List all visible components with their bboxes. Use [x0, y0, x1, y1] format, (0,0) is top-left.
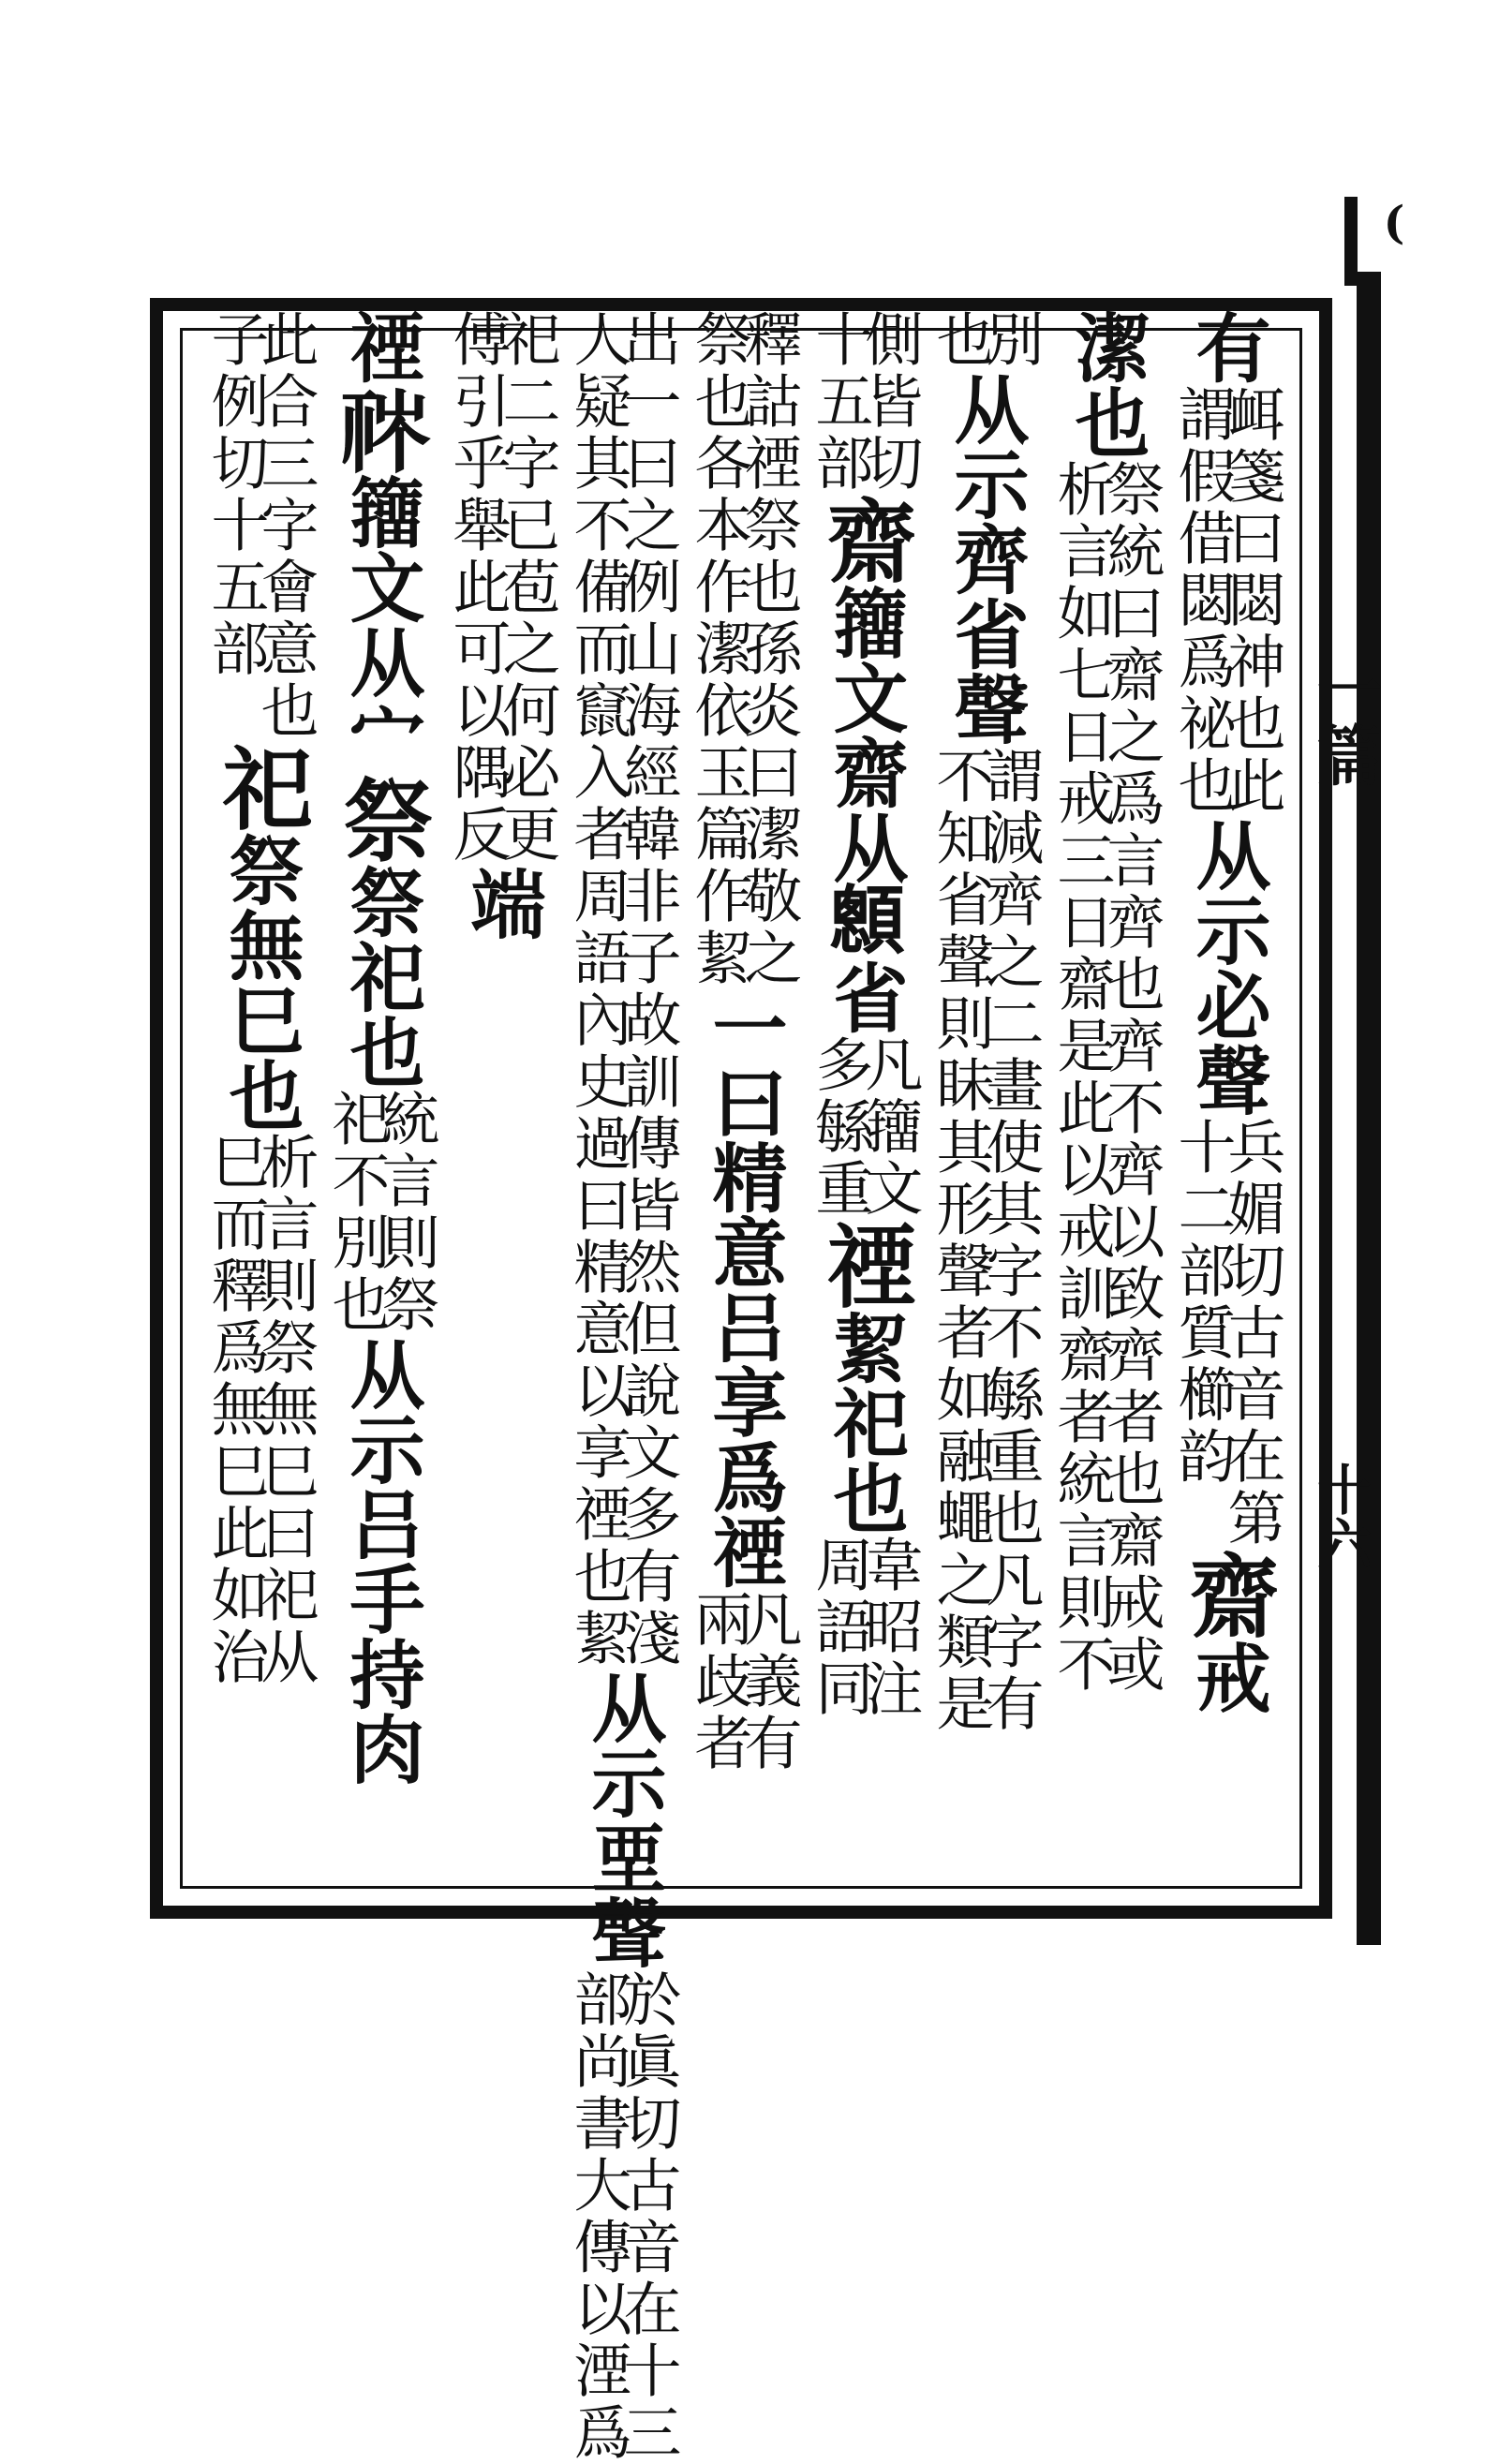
annotation-line: 祭統曰齋之爲言齊也齊不齊以致齊者也齋戒或 — [1097, 459, 1165, 1696]
annotation-line: 部尚書大傳以湮爲 — [564, 1969, 632, 2464]
seal-script-glyph: 禋 — [812, 1220, 918, 1310]
annotation-line: 也 — [927, 309, 995, 371]
annotation-line: 此合三字會意也 — [251, 309, 319, 742]
annotation-line: 多緐重 — [806, 1034, 874, 1220]
annotation-line: 凡籒文 — [855, 1034, 924, 1220]
annotation-block — [201, 309, 319, 742]
annotation-line: 巳而釋爲無巳此如治 — [201, 1132, 270, 1688]
seal-script-glyph: 齋 — [1175, 1550, 1281, 1640]
main-text: 禋 — [337, 309, 425, 384]
annotation-block — [927, 309, 1045, 371]
main-text: 从示必聲 — [1183, 817, 1271, 1117]
main-text: 从示垔聲 — [579, 1670, 667, 1969]
text-column — [1168, 309, 1286, 1902]
text-column — [1047, 309, 1165, 1902]
annotation-line: 祀二字已苞之何必更 — [493, 309, 561, 866]
annotation-block — [806, 1034, 924, 1220]
main-text: 戒 — [1183, 1640, 1271, 1714]
main-text: 有 — [1183, 309, 1271, 384]
annotation-line: 衈箋曰閟神也此 — [1218, 384, 1286, 817]
annotation-line: 謂減齊之二畫使其字不緐重也凡字有 — [976, 746, 1045, 1735]
annotation-block — [564, 1969, 682, 2464]
spine-top-rule — [1344, 197, 1358, 286]
main-text: 一曰精意吕享爲禋 — [700, 989, 788, 1589]
annotation-line: 祀不別也 — [322, 1089, 391, 1336]
text-column — [201, 309, 319, 1902]
annotation-line: 祭也各本作潔依玉篇作絜 — [685, 309, 753, 989]
annotation-line: 析言則祭無巳曰祀从 — [251, 1132, 319, 1688]
annotation-line: 人疑其不備而竄入者周語內史過曰精意以享禋也絜 — [564, 309, 632, 1670]
annotation-block — [443, 309, 561, 866]
annotation-block — [685, 309, 803, 989]
margin-folio: 十六 — [1308, 1462, 1372, 1570]
text-column — [927, 309, 1045, 1902]
annotation-line: 於眞切古音在十三 — [614, 1969, 682, 2464]
seal-script-glyph: 齋 — [812, 495, 918, 585]
annotation-block — [1168, 1117, 1286, 1550]
annotation-line: 周語同 — [806, 1535, 874, 1720]
annotation-line: 別 — [976, 309, 1045, 371]
main-text: 祭祀也 — [337, 864, 425, 1089]
annotation-line: 韋昭注 — [855, 1535, 924, 1720]
annotation-line: 不知省聲則眛其形聲者如融蠅之類是 — [927, 746, 995, 1735]
annotation-block — [685, 1589, 803, 1774]
annotation-block — [322, 1089, 440, 1336]
spine-rule — [1357, 272, 1381, 1945]
main-text: 籒文齋从𩕄省 — [821, 585, 909, 1034]
main-text: 从示吕手持肉 — [337, 1336, 425, 1786]
main-text: 从示齊省聲 — [942, 371, 1030, 746]
annotation-block — [927, 746, 1045, 1735]
main-text: 潔也 — [1062, 309, 1150, 459]
text-column — [685, 309, 803, 1902]
margin-title: 一篇 — [1306, 656, 1384, 787]
text-column — [322, 309, 440, 1902]
annotation-line: 傅引乎舉此可以隅反 — [443, 309, 512, 866]
annotation-line: 側皆切 — [855, 309, 924, 495]
annotation-block — [1168, 384, 1286, 817]
main-text: 籒文从宀 — [337, 474, 425, 774]
annotation-line: 釋詁禋祭也孫炎曰潔敬之 — [735, 309, 803, 989]
seal-script-glyph: 祭 — [329, 774, 435, 864]
text-column — [564, 309, 682, 2464]
annotation-line: 謂假借閟爲祕也 — [1168, 384, 1237, 817]
annotation-block — [806, 309, 924, 495]
annotation-line: 兵媚切古音在第 — [1218, 1117, 1286, 1550]
annotation-line: 子例切十五部 — [201, 309, 270, 680]
seal-script-glyph: 𥙏 — [329, 384, 435, 474]
main-text: 端 — [458, 866, 546, 941]
annotation-block — [1047, 459, 1165, 1696]
text-column — [443, 309, 561, 1902]
annotation-line: 十五部 — [806, 309, 874, 495]
annotation-line: 出一曰之例山海經韓非子故訓傳皆然但說文多有淺 — [614, 309, 682, 1670]
annotation-line: 析言如七日戒三日齋是此以戒訓齋者統言則不 — [1047, 459, 1116, 1696]
annotation-block — [201, 1132, 319, 1688]
main-text: 祭無巳也 — [216, 832, 304, 1132]
annotation-line: 兩歧者 — [685, 1589, 753, 1774]
text-column — [806, 309, 924, 1902]
annotation-block — [806, 1535, 924, 1720]
main-text: 絜祀也 — [821, 1310, 909, 1535]
margin-top-mark: ( — [1368, 197, 1420, 249]
annotation-line: 統言則祭 — [372, 1089, 440, 1336]
annotation-line: 十二部質櫛韵 — [1168, 1117, 1237, 1488]
annotation-block — [564, 309, 682, 1670]
seal-script-glyph: 祀 — [208, 742, 314, 832]
annotation-line: 凡義有 — [735, 1589, 803, 1774]
